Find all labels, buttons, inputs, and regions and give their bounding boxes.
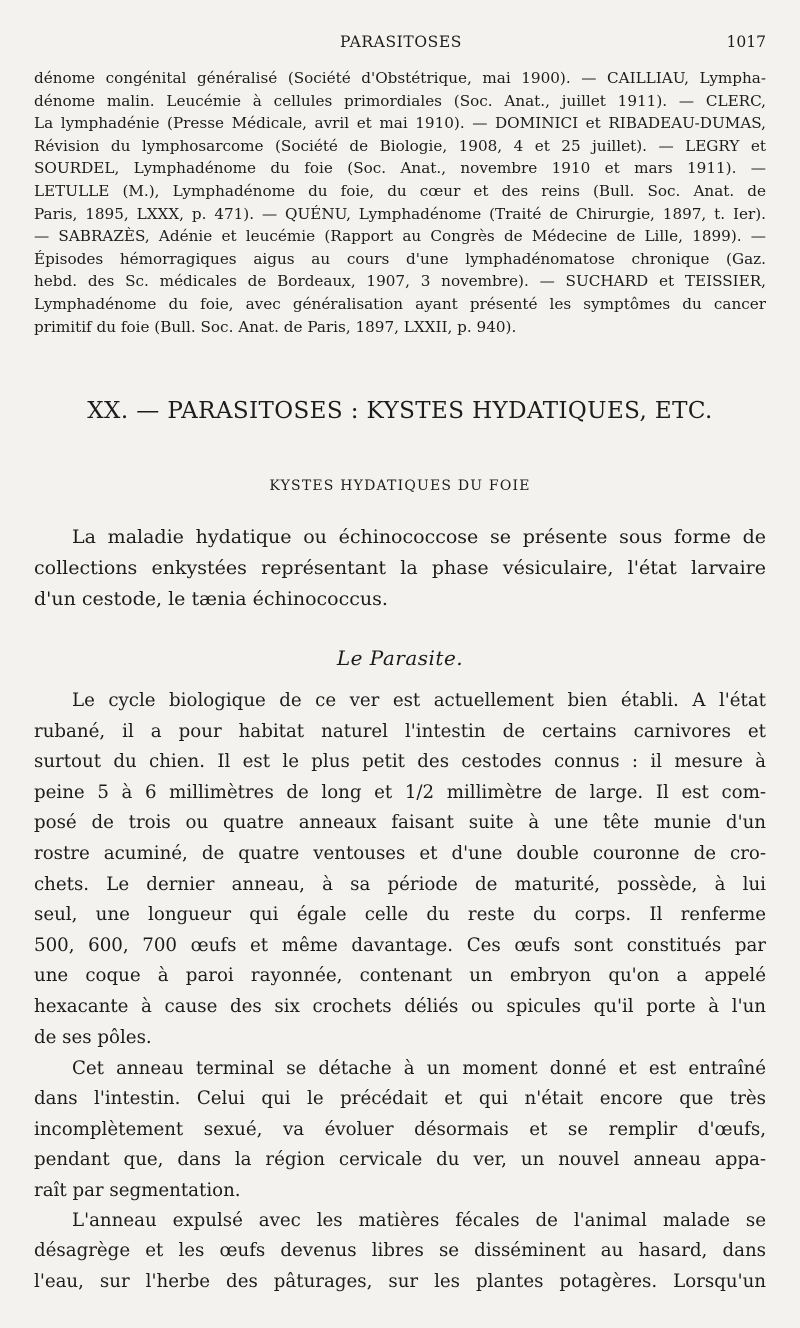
page-number: 1017: [726, 33, 766, 51]
bibliography-line: dénome malin. Leucémie à cellules primordiales (Soc. Anat., juillet 1911). — CLERC,: [34, 91, 766, 110]
bibliography-line: SOURDEL, Lymphadénome du foie (Soc. Anat., novembre 1910 et mars 1911). —: [34, 159, 766, 178]
text-line: seul, une longueur qui égale celle du reste du corps. Il renferme: [34, 904, 766, 926]
text-line: peine 5 à 6 millimètres de long et 1/2 millimètre de large. Il est com-: [34, 781, 766, 803]
bibliography-block: [34, 67, 766, 338]
text-line: surtout du chien. Il est le plus petit des cestodes connus : il mesure à: [34, 751, 766, 773]
text-line: La maladie hydatique ou échinococcose se présente sous forme de: [72, 526, 766, 548]
text-line: pendant que, dans la région cervicale du ver, un nouvel anneau appa-: [34, 1149, 766, 1171]
text-line: 500, 600, 700 œufs et même davantage. Ces œufs sont constitués par: [34, 934, 766, 956]
paragraph-expelled-ring: [34, 1206, 766, 1297]
running-title: PARASITOSES: [340, 33, 463, 51]
text-line: collections enkystées représentant la phase vésiculaire, l'état larvaire: [34, 557, 766, 579]
subsection-heading: KYSTES HYDATIQUES DU FOIE: [269, 478, 531, 494]
bibliography-line: LETULLE (M.), Lymphadénome du foie, du cœur et des reins (Bull. Soc. Anat. de: [34, 181, 766, 200]
section-heading: XX. — PARASITOSES : KYSTES HYDATIQUES, ETC.: [87, 398, 713, 424]
text-line: rostre acuminé, de quatre ventouses et d'une double couronne de cro-: [34, 842, 766, 864]
bibliography-line: primitif du foie (Bull. Soc. Anat. de Paris, 1897, LXXII, p. 940).: [34, 317, 517, 336]
intro-paragraph: [34, 522, 766, 615]
book-page: [34, 0, 766, 1328]
bibliography-line: — SABRAZÈS, Adénie et leucémie (Rapport au Congrès de Médecine de Lille, 1899). —: [34, 227, 766, 246]
page-header: [34, 33, 766, 55]
text-line: désagrège et les œufs devenus libres se disséminent au hasard, dans: [34, 1240, 766, 1262]
text-line: l'eau, sur l'herbe des pâturages, sur les plantes potagères. Lorsqu'un: [34, 1270, 766, 1292]
bibliography-line: hebd. des Sc. médicales de Bordeaux, 1907, 3 novembre). — SUCHARD et TEISSIER,: [34, 272, 766, 291]
bibliography-line: dénome congénital généralisé (Société d'Obstétrique, mai 1900). — CAILLIAU, Lympha-: [34, 69, 766, 87]
text-line: incomplètement sexué, va évoluer désormais et se remplir d'œufs,: [34, 1118, 766, 1140]
text-line: Le cycle biologique de ce ver est actuellement bien établi. A l'état: [72, 690, 766, 711]
parasite-heading: Le Parasite.: [336, 646, 464, 670]
text-line: L'anneau expulsé avec les matières fécales de l'animal malade se: [72, 1210, 766, 1231]
text-line: raît par segmentation.: [34, 1179, 241, 1201]
paragraph-terminal-ring: [34, 1054, 766, 1206]
text-line: une coque à paroi rayonnée, contenant un embryon qu'on a appelé: [34, 965, 766, 987]
text-line: posé de trois ou quatre anneaux faisant suite à une tête munie d'un: [34, 812, 766, 834]
bibliography-line: Révision du lymphosarcome (Société de Biologie, 1908, 4 et 25 juillet). — LEGRY et: [34, 136, 766, 155]
text-line: hexacante à cause des six crochets déliés ou spicules qu'il porte à l'un: [34, 995, 766, 1017]
text-line: de ses pôles.: [34, 1026, 152, 1048]
bibliography-line: Épisodes hémorragiques aigus au cours d'une lymphadénomatose chronique (Gaz.: [34, 249, 766, 268]
bibliography-line: Lymphadénome du foie, avec généralisation ayant présenté les symptômes du cancer: [34, 294, 766, 313]
text-line: dans l'intestin. Celui qui le précédait et qui n'était encore que très: [34, 1088, 766, 1110]
bibliography-line: La lymphadénie (Presse Médicale, avril et mai 1910). — DOMINICI et RIBADEAU-DUMAS,: [34, 114, 766, 133]
text-line: rubané, il a pour habitat naturel l'intestin de certains carnivores et: [34, 720, 766, 742]
bibliography-line: Paris, 1895, LXXX, p. 471). — QUÉNU, Lymphadénome (Traité de Chirurgie, 1897, t. Ier).: [34, 204, 766, 223]
text-line: d'un cestode, le tænia échinococcus.: [34, 588, 388, 610]
text-line: Cet anneau terminal se détache à un moment donné et est entraîné: [72, 1058, 766, 1079]
paragraph-parasite-cycle: [34, 686, 766, 1053]
text-line: chets. Le dernier anneau, à sa période de maturité, possède, à lui: [34, 873, 766, 895]
